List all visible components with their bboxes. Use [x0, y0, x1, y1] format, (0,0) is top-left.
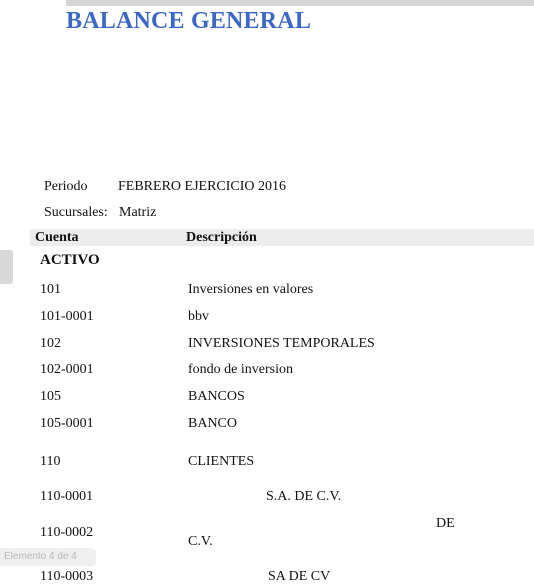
account-code: 101-0001: [40, 309, 94, 324]
account-code: 110: [40, 454, 61, 469]
account-code: 102: [40, 336, 61, 351]
account-description: CLIENTES: [188, 454, 255, 469]
column-header-descripcion: Descripción: [186, 230, 257, 245]
table-header: [30, 229, 534, 246]
account-description: SA DE CV: [268, 569, 331, 584]
account-code: 101: [40, 282, 61, 297]
account-description: S.A. DE C.V.: [266, 489, 342, 504]
branch-line: [44, 205, 157, 221]
account-description: bbv: [188, 309, 209, 324]
account-code: 110-0003: [40, 569, 94, 584]
account-code: 110-0002: [40, 525, 94, 540]
branch-label: Sucursales:: [44, 205, 108, 220]
account-code: 105: [40, 389, 61, 404]
account-code: 105-0001: [40, 416, 94, 431]
account-code: 102-0001: [40, 362, 94, 377]
section-activo: ACTIVO: [40, 252, 100, 268]
column-header-cuenta: Cuenta: [35, 230, 79, 245]
period-line: [44, 179, 287, 195]
period-value: FEBRERO EJERCICIO 2016: [118, 179, 287, 194]
account-description: Inversiones en valores: [188, 282, 314, 297]
account-description: INVERSIONES TEMPORALES: [188, 336, 375, 351]
account-description: fondo de inversion: [188, 362, 293, 377]
top-divider: [66, 0, 534, 6]
item-counter-badge: Elemento 4 de 4: [0, 548, 96, 566]
account-code: 110-0001: [40, 489, 94, 504]
account-description: BANCOS: [188, 389, 245, 404]
report-title: BALANCE GENERAL: [66, 8, 312, 34]
period-label: Periodo: [44, 179, 88, 194]
account-description-line2: C.V.: [188, 534, 213, 549]
account-description: BANCO: [188, 416, 238, 431]
branch-value: Matriz: [119, 205, 157, 220]
sidebar-toggle-tab[interactable]: [0, 250, 13, 284]
account-description-end: DE: [436, 516, 455, 531]
